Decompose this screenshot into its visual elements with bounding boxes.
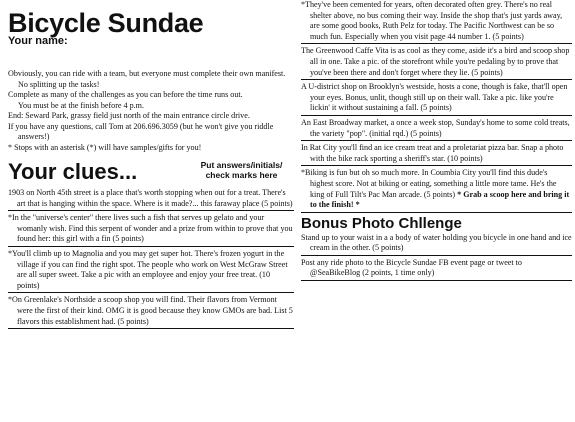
intro-line-5: * Stops with an asterisk (*) will have samples/gifts for you! xyxy=(8,142,202,152)
clue-text: *Biking is fun but oh so much more. In Coumbia City you'll find this dude's highest score. Not at biking or eating, something a little more tame. He's the king of Full Tilt's Pac Man arcade. (5 points) xyxy=(301,168,557,199)
clues-title: Your clues... xyxy=(8,159,138,184)
bonus-title: Bonus Photo Chllenge xyxy=(301,214,462,232)
intro-text xyxy=(8,69,294,153)
intro-line-2b: You must be at the finish before 4 p.m. xyxy=(18,100,144,110)
answers-note-line-2: check marks here xyxy=(205,170,278,180)
intro-line-1: Obviously, you can ride with a team, but everyone must complete their own manifest. No splitting up the tasks! xyxy=(8,69,286,89)
right-column xyxy=(301,0,572,283)
clue-item: *You'll climb up to Magnolia and you may get super hot. There's frozen yogurt in the village if you can find the right spot. The people who work on West McGraw Street are all super sweet. Take a pic with an employee and enjoy your free treat. (10 points) xyxy=(8,249,294,293)
clue-item-last xyxy=(301,168,572,212)
intro-line-2a: Complete as many of the challenges as you can before the time runs out. xyxy=(8,90,243,99)
intro-line-3: End: Seward Park, grassy field just north of the main entrance circle drive. xyxy=(8,111,250,120)
clue-item: *On Greenlake's Northside a scoop shop you will find. Their flavors from Vermont were the first of their kind. OMG it is good because they know GMOs are bad. List 5 flavors this establishment had. (5 points) xyxy=(8,295,294,329)
clue-item: 1903 on North 45th street is a place that's worth stopping when out for a treat. There's art that is hanging within the space. Where is it made?... this faraway place (5 points) xyxy=(8,188,294,211)
bonus-item: Post any ride photo to the Bicycle Sundae FB event page or tweet to @SeaBikeBlog (2 points, 1 time only) xyxy=(301,258,572,281)
intro-line-4: If you have any questions, call Tom at 206.696.3059 (but he won't give you riddle answers!) xyxy=(8,121,274,141)
bonus-item: Stand up to your waist in a a body of water holding you bicycle in one hand and ice cream in the other. (5 points) xyxy=(301,233,572,256)
clues-heading xyxy=(8,158,294,188)
your-name-label: Your name: xyxy=(8,35,68,47)
clue-item: *They've been cemented for years, often decorated often grey. There's no real shelter above, no bus coming their way. Inside the shop that's just yards away, are some good books, Ruth Pelz for today. The Pacific Northwest can be so much fun. Especially when you visit page 44 number 1. (5 points) xyxy=(301,0,572,44)
answers-note xyxy=(189,160,294,180)
clue-item: A U-district shop on Brooklyn's westside, hosts a cone, though is fake, that'll open your eyes. Bonus, unlit, though still up on their wall. Take a pic. like you're lickin' it without sustaining a fall. (5 points) xyxy=(301,82,572,116)
clue-item: In Rat City you'll find an ice cream treat and a proletariat pizza bar. Snap a photo with the bike rack sporting a sheriff's star. (10 points) xyxy=(301,143,572,166)
clue-item: An East Broadway market, a once a week stop, Sunday's home to some cold treats, the variety "pop". (initial rqd.) (5 points) xyxy=(301,118,572,141)
page-title: Bicycle Sundae xyxy=(8,8,204,38)
clue-item: The Greenwood Caffe Vita is as cool as they come, aside it's a bird and scoop shop all in one. Take a pic. of the storefront while you're pedaling by to prove that you've been there and don't forget where they lie. (5 points) xyxy=(301,46,572,80)
clue-bold-note: * Grab a scoop here and bring it to the finish! * xyxy=(310,189,570,210)
left-column xyxy=(8,0,294,331)
clue-item: *In the "universe's center" there lives such a fish that serves up gelato and your womanly wish. Find this serpent of wonder and a prize from within to prove that you found her: this girl with a fin (5 points) xyxy=(8,213,294,247)
answers-note-line-1: Put answers/initials/ xyxy=(200,160,283,170)
